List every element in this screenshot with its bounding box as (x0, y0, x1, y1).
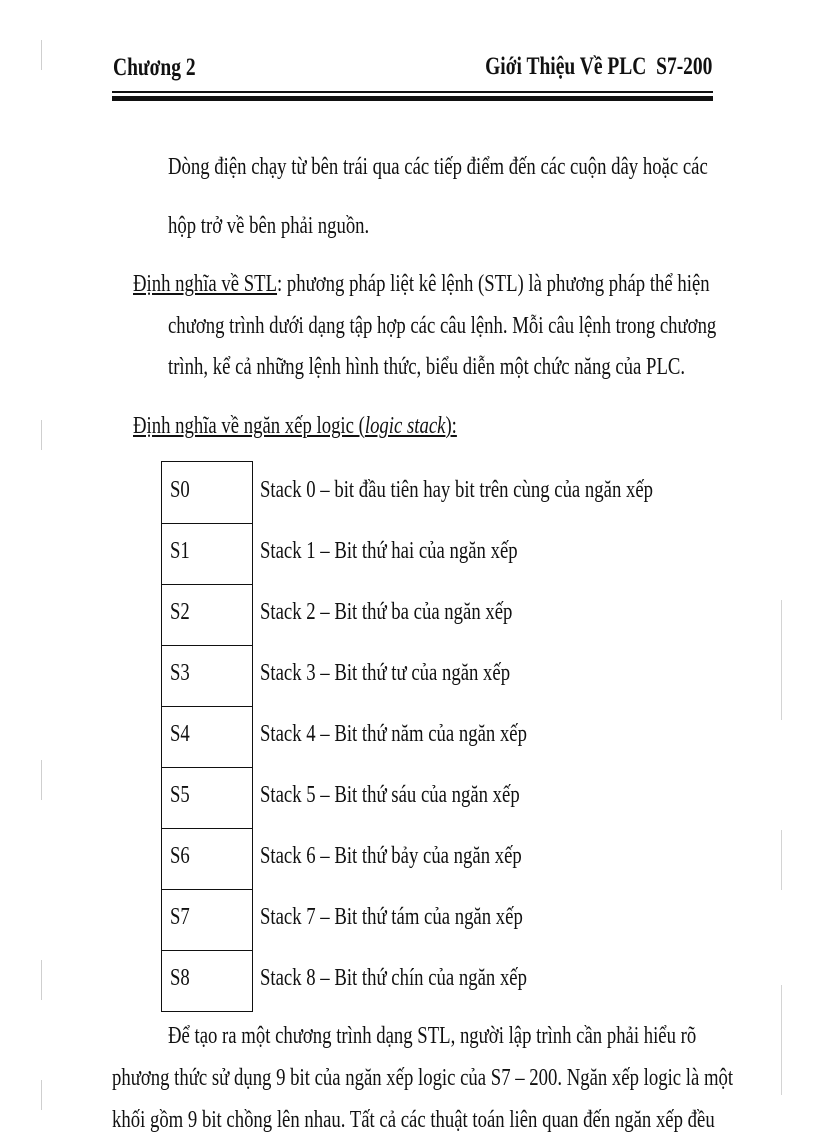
logic-stack-table (161, 461, 253, 1012)
paragraph-line: hộp trở về bên phải nguồn. (168, 213, 370, 239)
header-rule-thin (112, 91, 713, 93)
paragraph-line: chương trình dưới dạng tập hợp các câu lệnh. Mỗi câu lệnh trong chương (168, 313, 717, 339)
paragraph-line: Để tạo ra một chương trình dạng STL, người lập trình cần phải hiểu rõ (168, 1023, 697, 1049)
scan-edge-line (41, 40, 42, 70)
stack-description: Stack 1 – Bit thứ hai của ngăn xếp (260, 538, 518, 564)
header-rule-thick (112, 96, 713, 101)
chapter-label: Chương 2 (113, 54, 196, 81)
scan-edge-line (41, 960, 42, 1000)
stack-row: S1 (162, 523, 252, 585)
stack-description: Stack 5 – Bit thứ sáu của ngăn xếp (260, 782, 520, 808)
scan-edge-line (41, 1080, 42, 1110)
paragraph-line: Dòng điện chạy từ bên trái qua các tiếp điểm đến các cuộn dây hoặc các (168, 154, 708, 180)
stl-term: Định nghĩa về STL (133, 271, 278, 297)
logic-stack-heading: Định nghĩa về ngăn xếp logic (logic stack): (133, 413, 457, 439)
scan-edge-line (781, 830, 782, 890)
stack-description: Stack 7 – Bit thứ tám của ngăn xếp (260, 904, 523, 930)
stack-row: S5 (162, 767, 252, 829)
stack-row: S7 (162, 889, 252, 951)
paragraph-line-cut-off: khối gồm 9 bit chồng lên nhau. Tất cả các thuật toán liên quan đến ngăn xếp đều (112, 1107, 715, 1133)
stack-row: S0 (162, 462, 252, 524)
stack-description: Stack 0 – bit đầu tiên hay bit trên cùng của ngăn xếp (260, 477, 654, 503)
stack-row: S8 (170, 965, 190, 991)
stack-row: S4 (162, 706, 252, 768)
stack-row: S6 (162, 828, 252, 890)
page-title: Giới Thiệu Về PLC S7-200 (484, 53, 712, 80)
stack-row: S2 (162, 584, 252, 646)
stack-description: Stack 4 – Bit thứ năm của ngăn xếp (260, 721, 527, 747)
scan-edge-line (41, 420, 42, 450)
stack-description: Stack 8 – Bit thứ chín của ngăn xếp (260, 965, 527, 991)
scan-edge-line (781, 600, 782, 720)
paragraph-line: phương thức sử dụng 9 bit của ngăn xếp logic của S7 – 200. Ngăn xếp logic là một (112, 1065, 734, 1091)
stl-definition-line: Định nghĩa về STL: phương pháp liệt kê lệnh (STL) là phương pháp thể hiện (133, 271, 710, 297)
paragraph-line: trình, kể cả những lệnh hình thức, biểu diễn một chức năng của PLC. (168, 354, 686, 380)
scan-edge-line (41, 760, 42, 800)
stack-description: Stack 3 – Bit thứ tư của ngăn xếp (260, 660, 511, 686)
stack-description: Stack 2 – Bit thứ ba của ngăn xếp (260, 599, 513, 625)
stack-row: S3 (162, 645, 252, 707)
stack-description: Stack 6 – Bit thứ bảy của ngăn xếp (260, 843, 522, 869)
